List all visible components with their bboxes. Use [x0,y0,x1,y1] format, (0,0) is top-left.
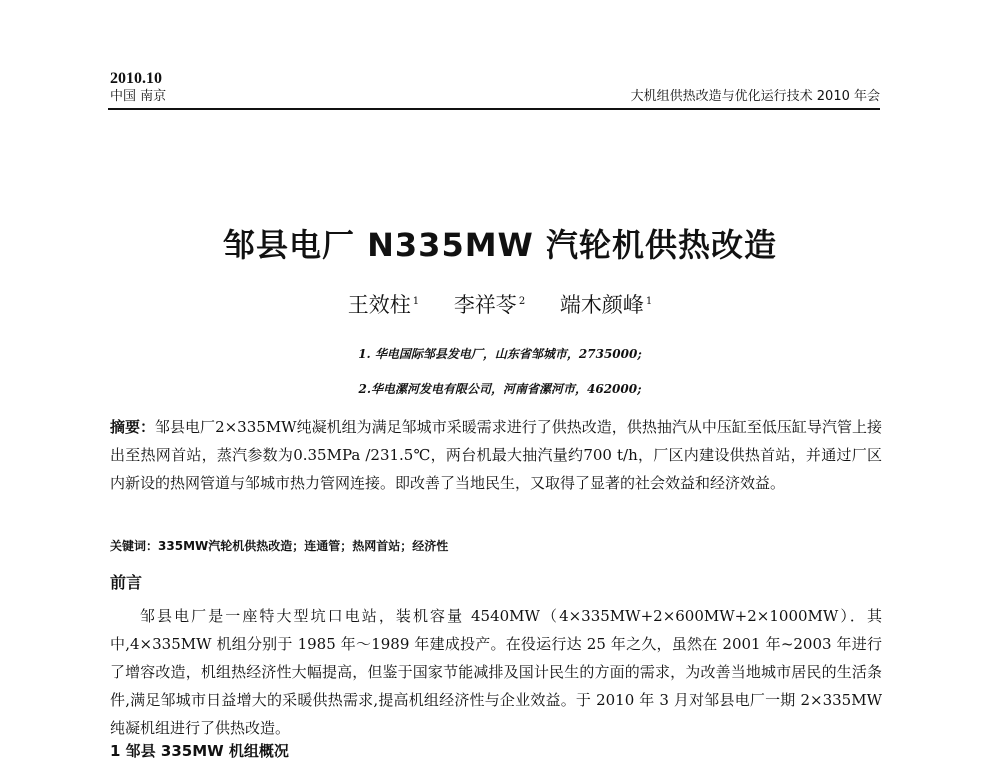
author-affiliation-mark: 1 [412,296,420,307]
abstract-text: 邹县电厂2×335MW纯凝机组为满足邹城市采暖需求进行了供热改造，供热抽汽从中压缸至低压缸导汽管上接出至热网首站，蒸汽参数为0.35MPa /231.5℃，两台机最大抽汽量约700 t/h，厂区内建设供热首站，并通过厂区内新设的热网管道与邹城市热力管网连接。即改善了当地民生，又取得了显著的社会效益和经济效益。 [110,418,882,492]
abstract [110,413,882,497]
header-left [110,70,166,105]
keywords [110,537,882,554]
section-title-1: 1 邹县 335MW 机组概况 [110,742,289,760]
author [348,293,419,317]
section-title-preface: 前言 [110,573,143,592]
author-affiliation-mark: 2 [518,296,526,307]
affiliation-1: 1. 华电国际邹县发电厂，山东省邹城市，2735000; [358,347,642,361]
keywords-text: 335MW汽轮机供热改造；连通管；热网首站；经济性 [158,539,449,553]
author-name: 端木颜峰 [559,293,644,317]
header-rule [108,108,880,110]
header-year: 2010.10 [110,70,162,87]
abstract-label: 摘要： [110,418,156,436]
author-list [0,289,1000,319]
header-conference: 大机组供热改造与优化运行技术 2010 年会 [630,89,880,104]
preface-paragraph: 邹县电厂是一座特大型坑口电站，装机容量 4540MW（4×335MW+2×600MW+2×1000MW）．其中,4×335MW 机组分别于 1985 年～1989 年建成投产。在役运行达 25 年之久，虽然在 2001 年~2003 年进行了增容改造，机组热经济性大幅提高，但鉴于国家节能减排及国计民生的方面的需求，为改善当地城市居民的生活条件,满足邹城市日益增大的采暖供热需求,提高机组经济性与企业效益。于 2010 年 3 月对邹县电厂一期 2×335MW 纯凝机组进行了供热改造。 [110,607,882,737]
header-location: 中国 南京 [110,89,167,104]
keywords-label: 关键词： [110,539,159,553]
author [560,293,652,317]
author-affiliation-mark: 1 [645,296,653,307]
author-name: 李祥苓 [453,293,517,317]
author-name: 王效柱 [347,293,411,317]
author [454,293,525,317]
affiliation-2: 2.华电漯河发电有限公司，河南省漯河市，462000; [358,382,642,396]
paper-title: 邹县电厂 N335MW 汽轮机供热改造 [222,226,777,264]
